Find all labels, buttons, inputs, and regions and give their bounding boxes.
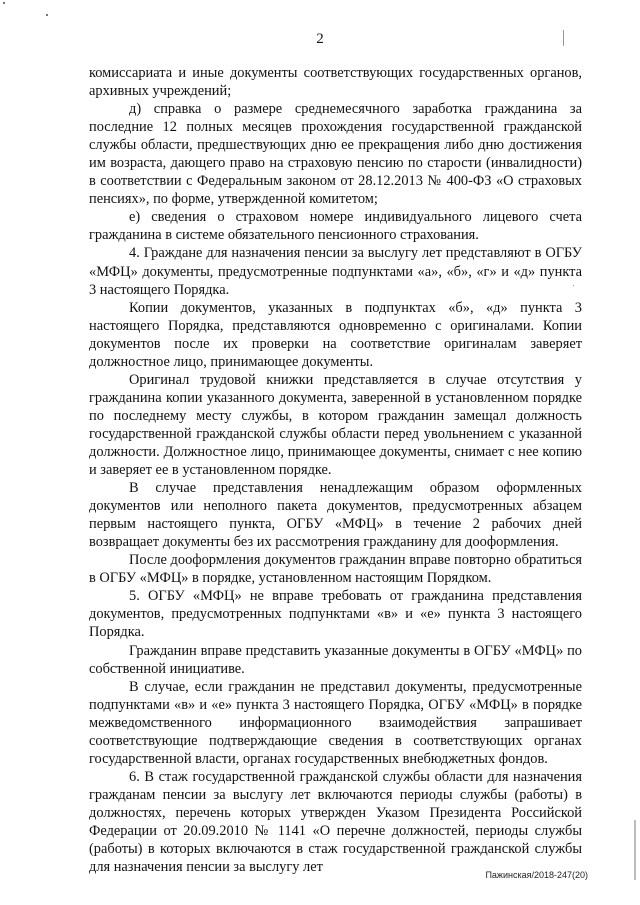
paragraph-copies: Копии документов, указанных в подпунктах «б», «д» пункта 3 настоящего Порядка, представляются одновременно с оригиналами. Копии документов после их проверки на соответствие оригиналам заверяет должностное лицо, принимающее документы. xyxy=(89,299,582,370)
scan-speck xyxy=(3,2,5,4)
paragraph-own-initiative: Гражданин вправе представить указанные документы в ОГБУ «МФЦ» по собственной инициативе. xyxy=(89,642,582,677)
paragraph-continuation: комиссариата и иные документы соответствующих государственных органов, архивных учреждений; xyxy=(89,65,582,100)
paragraph-improper-docs: В случае представления ненадлежащим образом оформленных документов или неполного пакета документов, предусмотренных абзацем первым настоящего пункта, ОГБУ «МФЦ» в течение 2 рабочих дней возвращает документы без их рассмотрения гражданину для дооформления. xyxy=(89,480,582,551)
paragraph-interagency-request: В случае, если гражданин не представил документы, предусмотренные подпунктами «в» и «е» пункта 3 настоящего Порядка, ОГБУ «МФЦ» в порядке межведомственного информационного взаимодействия запрашивает соответствующие подтверждающие сведения в соответствующих органах государственной власти, органах государственных внебюджетных фондов. xyxy=(89,678,582,767)
footer-document-code: Пажинская/2018-247(20) xyxy=(485,870,588,880)
paragraph-clause-4: 4. Граждане для назначения пенсии за выслугу лет представляют в ОГБУ «МФЦ» документы, предусмотренные подпунктами «а», «б», «г» и «д» пункта 3 настоящего Порядка. xyxy=(89,245,582,298)
paragraph-clause-6: 6. В стаж государственной гражданской службы области для назначения гражданам пенсии за выслугу лет включаются периоды службы (работы) в должностях, перечень которых утвержден Указом Президента Российской Федерации от 20.09.2010 № 1141 «О перечне должностей, периоды службы (работы) в которых включаются в стаж государственной гражданской службы для назначения пенсии за выслугу лет xyxy=(89,768,582,876)
document-body xyxy=(89,64,582,876)
scan-edge-mark xyxy=(634,820,636,880)
paragraph-item-d: д) справка о размере среднемесячного заработка гражданина за последние 12 полных месяцев прохождения государственной гражданской службы области, предшествующих дню ее прекращения либо дню достижения им возраста, дающего право на страховую пенсию по старости (инвалидности) в соответствии с Федеральным законом от 28.12.2013 № 400-ФЗ «О страховых пенсиях», по форме, утвержденной комитетом; xyxy=(89,101,582,208)
scan-speck xyxy=(46,14,48,16)
paragraph-resubmit: После дооформления документов гражданин вправе повторно обратиться в ОГБУ «МФЦ» в порядке, установленном настоящим Порядком. xyxy=(89,552,582,587)
paragraph-clause-5: 5. ОГБУ «МФЦ» не вправе требовать от гражданина представления документов, предусмотренных подпунктами «в» и «е» пункта 3 настоящего Порядка. xyxy=(89,588,582,641)
page-number: 2 xyxy=(316,31,324,47)
paragraph-item-e: е) сведения о страховом номере индивидуального лицевого счета гражданина в системе обязательного пенсионного страхования. xyxy=(89,209,582,244)
paragraph-work-book: Оригинал трудовой книжки представляется в случае отсутствия у гражданина копии указанного документа, заверенной в установленном порядке по последнему месту службы, в котором гражданин замещал должность государственной гражданской службы области перед увольнением с указанной должности. Должностное лицо, принимающее документы, снимает с нее копию и заверяет ее в установленном порядке. xyxy=(89,371,582,479)
